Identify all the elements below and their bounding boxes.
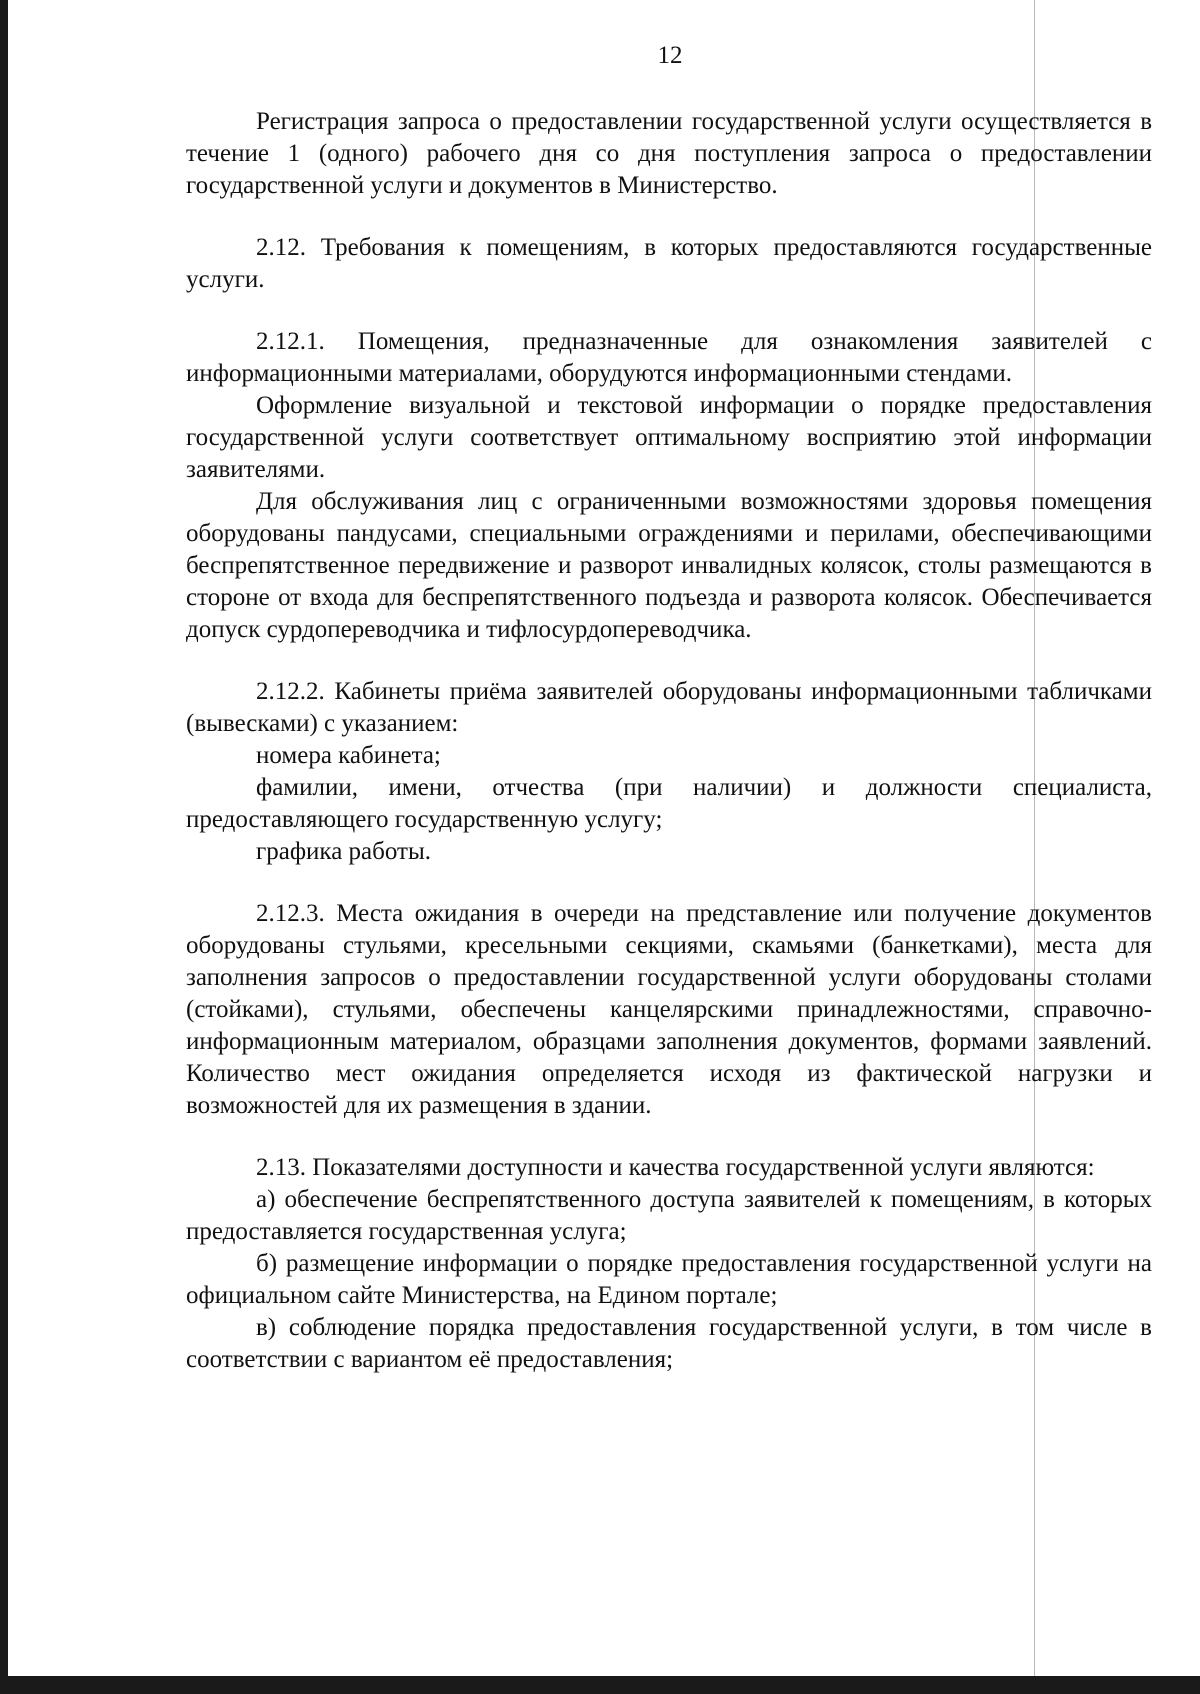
paragraph: 2.12. Требования к помещениям, в которых предоставляются государственные услуги. [186, 234, 1152, 293]
paragraph: 2.12.2. Кабинеты приёма заявителей оборудованы информационными табличками (вывесками) с указанием: [186, 678, 1152, 737]
paragraph: графика работы. [256, 838, 431, 865]
paragraph: б) размещение информации о порядке предоставления государственной услуги на официальном сайте Министерства, на Едином портале; [186, 1250, 1152, 1309]
scan-edge-left [0, 0, 8, 1694]
paragraph: Оформление визуальной и текстовой информации о порядке предоставления государственной услуги соответствует оптимальному восприятию этой информации заявителями. [186, 392, 1152, 483]
page-number: 12 [657, 42, 683, 69]
paragraph: в) соблюдение порядка предоставления государственной услуги, в том числе в соответствии с вариантом её предоставления; [186, 1314, 1152, 1373]
paragraph: Для обслуживания лиц с ограниченными возможностями здоровья помещения оборудованы пандусами, специальными ограждениями и перилами, обеспечивающими беспрепятственное передвижение и разворот инвалидных колясок, столы размещаются в стороне от входа для беспрепятственного подъезда и разворота колясок. Обеспечивается допуск сурдопереводчика и тифлосурдопереводчика. [186, 488, 1152, 643]
scan-edge-bottom [0, 1676, 1200, 1694]
paragraph: номера кабинета; [256, 742, 441, 769]
paragraph: Регистрация запроса о предоставлении государственной услуги осуществляется в течение 1 (одного) рабочего дня со дня поступления запроса о предоставлении государственной услуги и документов в Министерство. [186, 108, 1152, 199]
document-body [186, 106, 1152, 1376]
paragraph: а) обеспечение беспрепятственного доступа заявителей к помещениям, в которых предоставляется государственная услуга; [186, 1186, 1152, 1245]
paragraph: 2.13. Показателями доступности и качества государственной услуги являются: [256, 1154, 1095, 1181]
paragraph: 2.12.3. Места ожидания в очереди на представление или получение документов оборудованы стульями, кресельными секциями, скамьями (банкетками), места для заполнения запросов о предоставлении государственной услуги оборудованы столами (стойками), стульями, обеспечены канцелярскими принадлежностями, справочно-информационным материалом, образцами заполнения документов, формами заявлений. Количество мест ожидания определяется исходя из фактической нагрузки и возможностей для их размещения в здании. [186, 900, 1152, 1119]
paragraph: 2.12.1. Помещения, предназначенные для ознакомления заявителей с информационными материалами, оборудуются информационными стендами. [186, 328, 1152, 387]
paragraph: фамилии, имени, отчества (при наличии) и должности специалиста, предоставляющего государственную услугу; [186, 774, 1152, 833]
